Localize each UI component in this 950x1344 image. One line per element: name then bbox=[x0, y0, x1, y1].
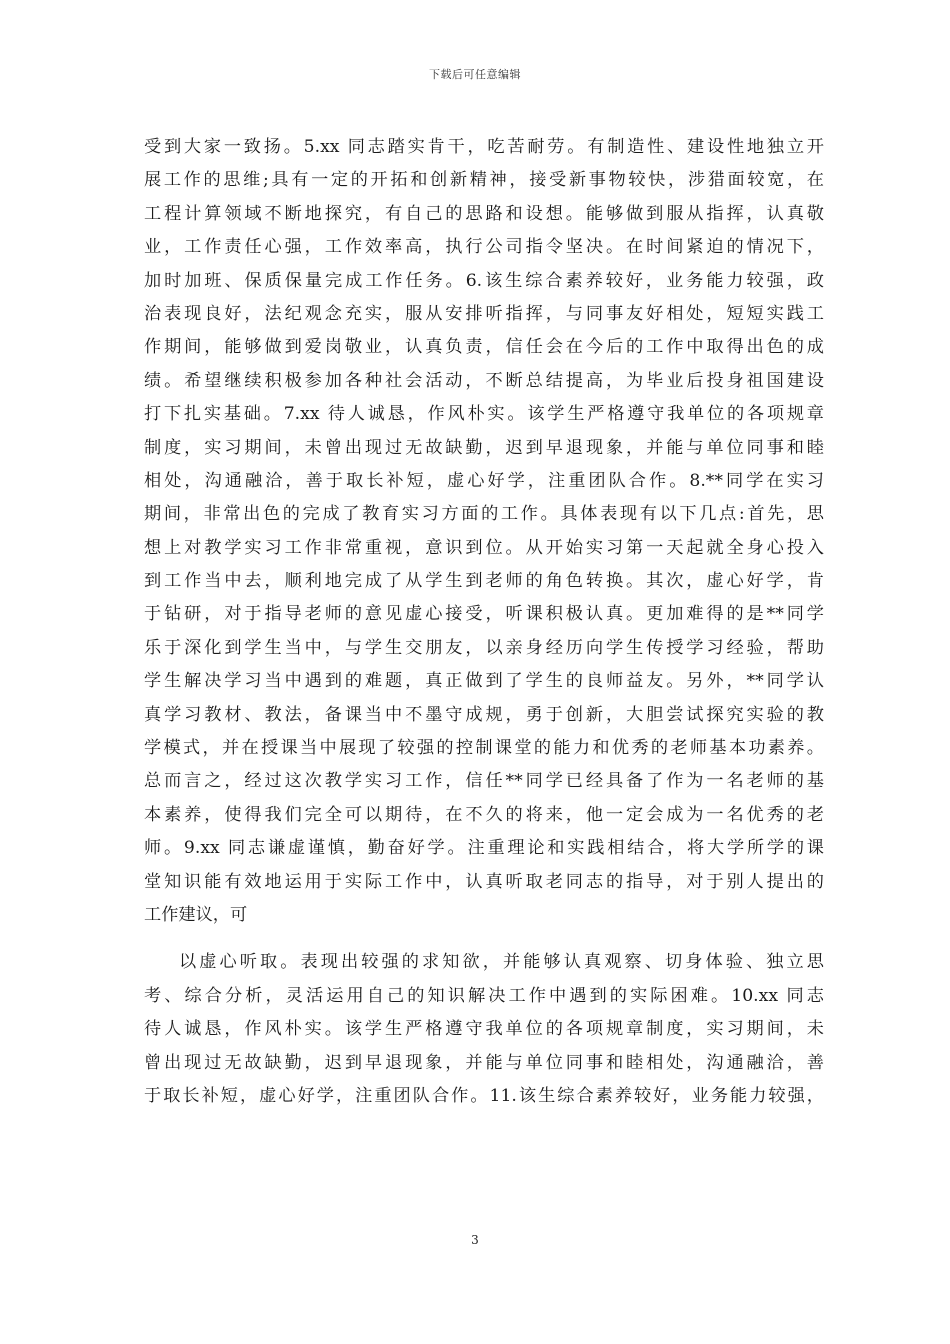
text-line: 治表现良好，法纪观念充实，服从安排听指挥，与同事友好相处，短短实践工 bbox=[144, 303, 824, 324]
text-line: 业，工作责任心强，工作效率高，执行公司指令坚决。在时间紧迫的情况下， bbox=[144, 237, 824, 258]
text-line: 期间，非常出色的完成了教育实习方面的工作。具体表现有以下几点:首先，思 bbox=[144, 504, 824, 525]
text-line: 学模式，并在授课当中展现了较强的控制课堂的能力和优秀的老师基本功素养。 bbox=[144, 738, 824, 759]
text-line: 总而言之，经过这次教学实习工作，信任**同学已经具备了作为一名老师的基 bbox=[144, 771, 824, 792]
text-line: 于钻研，对于指导老师的意见虚心接受，听课积极认真。更加难得的是**同学 bbox=[144, 604, 824, 625]
page-header: 下载后可任意编辑 bbox=[429, 68, 521, 81]
text-line: 学生解决学习当中遇到的难题，真正做到了学生的良师益友。另外，**同学认 bbox=[144, 671, 824, 692]
text-line: 展工作的思维;具有一定的开拓和创新精神，接受新事物较快，涉猎面较宽，在 bbox=[144, 170, 824, 191]
paragraph-gap bbox=[144, 932, 824, 946]
text-line: 考、综合分析，灵活运用自己的知识解决工作中遇到的实际困难。10.xx 同志 bbox=[144, 985, 824, 1006]
text-line: 乐于深化到学生当中，与学生交朋友，以亲身经历向学生传授学习经验，帮助 bbox=[144, 637, 824, 658]
paragraph-1 bbox=[144, 131, 824, 932]
text-line: 打下扎实基础。7.xx 待人诚恳，作风朴实。该学生严格遵守我单位的各项规章 bbox=[144, 404, 824, 425]
text-line: 堂知识能有效地运用于实际工作中，认真听取老同志的指导，对于别人提出的 bbox=[144, 871, 824, 892]
text-line: 受到大家一致扬。5.xx 同志踏实肯干，吃苦耐劳。有制造性、建设性地独立开 bbox=[144, 137, 824, 157]
text-line: 工作建议，可 bbox=[144, 904, 248, 925]
paragraph-2 bbox=[144, 946, 824, 1113]
page-number: 3 bbox=[471, 1233, 479, 1247]
text-line: 相处，沟通融洽，善于取长补短，虚心好学，注重团队合作。8.**同学在实习 bbox=[144, 470, 824, 491]
text-line: 想上对教学实习工作非常重视，意识到位。从开始实习第一天起就全身心投入 bbox=[144, 537, 824, 558]
text-line: 工程计算领域不断地探究，有自己的思路和设想。能够做到服从指挥，认真敬 bbox=[144, 203, 824, 224]
text-line: 绩。希望继续积极参加各种社会活动，不断总结提高，为毕业后投身祖国建设 bbox=[144, 370, 824, 391]
text-line: 曾出现过无故缺勤，迟到早退现象，并能与单位同事和睦相处，沟通融洽，善 bbox=[144, 1052, 824, 1073]
text-line: 真学习教材、教法，备课当中不墨守成规，勇于创新，大胆尝试探究实验的教 bbox=[144, 704, 824, 725]
text-line: 加时加班、保质保量完成工作任务。6.该生综合素养较好，业务能力较强，政 bbox=[144, 270, 824, 291]
text-line: 待人诚恳，作风朴实。该学生严格遵守我单位的各项规章制度，实习期间，未 bbox=[144, 1019, 824, 1040]
text-line: 作期间，能够做到爱岗敬业，认真负责，信任会在今后的工作中取得出色的成 bbox=[144, 337, 824, 358]
text-line: 于取长补短，虚心好学，注重团队合作。11.该生综合素养较好，业务能力较强， bbox=[144, 1085, 824, 1106]
text-line: 制度，实习期间，未曾出现过无故缺勤，迟到早退现象，并能与单位同事和睦 bbox=[144, 437, 824, 458]
text-line: 师。9.xx 同志谦虚谨慎，勤奋好学。注重理论和实践相结合，将大学所学的课 bbox=[144, 838, 824, 859]
text-line: 到工作当中去，顺利地完成了从学生到老师的角色转换。其次，虚心好学，肯 bbox=[144, 571, 824, 592]
text-line: 本素养，使得我们完全可以期待，在不久的将来，他一定会成为一名优秀的老 bbox=[144, 804, 824, 825]
text-line: 以虚心听取。表现出较强的求知欲，并能够认真观察、切身体验、独立思 bbox=[179, 952, 824, 973]
document-body bbox=[144, 131, 824, 1113]
